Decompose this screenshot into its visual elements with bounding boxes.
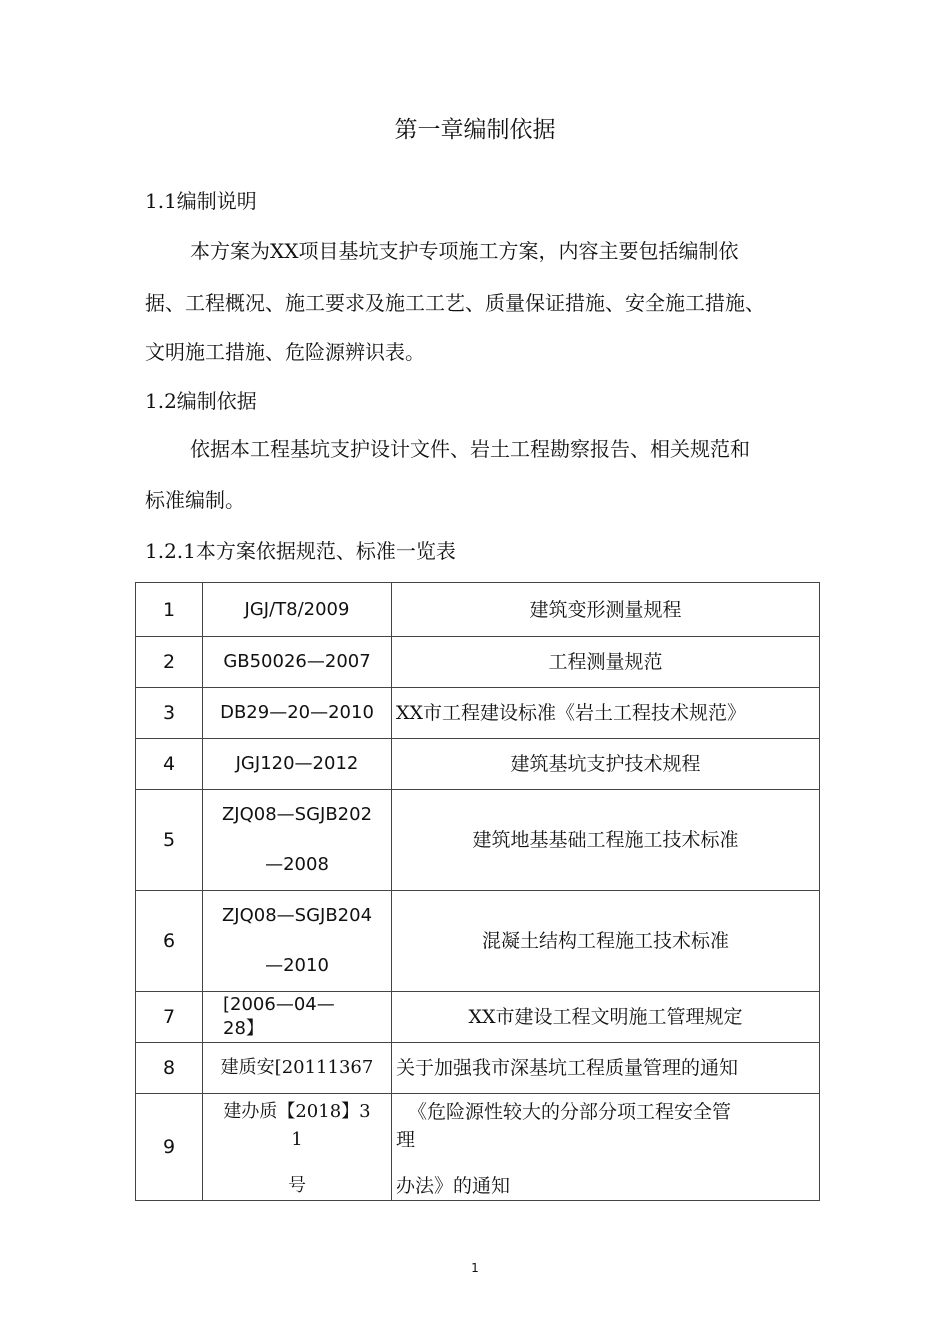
standard-code-line: 建办质【2018】3 — [223, 1101, 371, 1122]
standard-name: 建筑变形测量规程 — [392, 583, 820, 637]
standards-table — [135, 582, 820, 1201]
row-number: 4 — [136, 739, 203, 790]
section-1-1-line-2: 据、工程概况、施工要求及施工工艺、质量保证措施、安全施工措施、 — [145, 291, 765, 315]
table-row — [136, 790, 820, 891]
standard-code: DB29—20—2010 — [203, 688, 392, 739]
table-row — [136, 1043, 820, 1094]
standard-name: 工程测量规范 — [392, 637, 820, 688]
standard-code — [203, 790, 392, 891]
chapter-title: 第一章编制依据 — [394, 117, 556, 143]
standard-code-line: 1 — [291, 1129, 303, 1150]
row-number: 5 — [136, 790, 203, 891]
standard-name: 混凝土结构工程施工技术标准 — [392, 891, 820, 992]
table-row — [136, 891, 820, 992]
standard-code: 建质安[20111367 — [203, 1043, 392, 1094]
standard-name: 建筑基坑支护技术规程 — [392, 739, 820, 790]
standard-code: JGJ/T8/2009 — [203, 583, 392, 637]
standard-name: 关于加强我市深基坑工程质量管理的通知 — [392, 1043, 820, 1094]
standard-name — [392, 1094, 820, 1201]
table-row — [136, 583, 820, 637]
table-row — [136, 992, 820, 1043]
section-1-1-line-1: 本方案为XX项目基坑支护专项施工方案，内容主要包括编制依 — [190, 239, 739, 263]
standard-code — [203, 992, 392, 1043]
standard-name-line: 《危险源性较大的分部分项工程安全管 — [408, 1101, 732, 1123]
section-1-1-line-3: 文明施工措施、危险源辨识表。 — [145, 340, 425, 364]
row-number: 1 — [136, 583, 203, 637]
table-row — [136, 688, 820, 739]
standard-name-line: 办法》的通知 — [396, 1175, 511, 1197]
section-1-2-line-2: 标准编制。 — [145, 488, 245, 512]
standard-name: XX市建设工程文明施工管理规定 — [392, 992, 820, 1043]
section-1-2-1-heading: 1.2.1本方案依据规范、标准一览表 — [145, 539, 456, 563]
standard-name: XX市工程建设标准《岩土工程技术规范》 — [392, 688, 820, 739]
table-row — [136, 637, 820, 688]
row-number: 6 — [136, 891, 203, 992]
row-number: 3 — [136, 688, 203, 739]
standard-code-line: 号 — [288, 1175, 306, 1196]
standard-code — [203, 891, 392, 992]
standard-code-line: —2008 — [265, 854, 329, 875]
standard-name: 建筑地基基础工程施工技术标准 — [392, 790, 820, 891]
row-number: 8 — [136, 1043, 203, 1094]
table-row — [136, 739, 820, 790]
row-number: 9 — [136, 1094, 203, 1201]
standard-code-line: ZJQ08—SGJB204 — [221, 905, 373, 926]
standard-name-line: 理 — [396, 1129, 416, 1151]
page-number: 1 — [471, 1261, 479, 1275]
section-1-2-heading: 1.2编制依据 — [145, 389, 257, 413]
standard-code: GB50026—2007 — [203, 637, 392, 688]
section-1-1-heading: 1.1编制说明 — [145, 189, 257, 213]
standard-code-line: —2010 — [265, 955, 329, 976]
table-row — [136, 1094, 820, 1201]
standard-code-line: ZJQ08—SGJB202 — [221, 804, 373, 825]
standard-code-line: [2006—04— — [223, 994, 335, 1015]
standard-code-line: 28】 — [223, 1018, 264, 1039]
section-1-2-line-1: 依据本工程基坑支护设计文件、岩土工程勘察报告、相关规范和 — [190, 437, 750, 461]
standard-code — [203, 1094, 392, 1201]
row-number: 2 — [136, 637, 203, 688]
row-number: 7 — [136, 992, 203, 1043]
standard-code: JGJ120—2012 — [203, 739, 392, 790]
